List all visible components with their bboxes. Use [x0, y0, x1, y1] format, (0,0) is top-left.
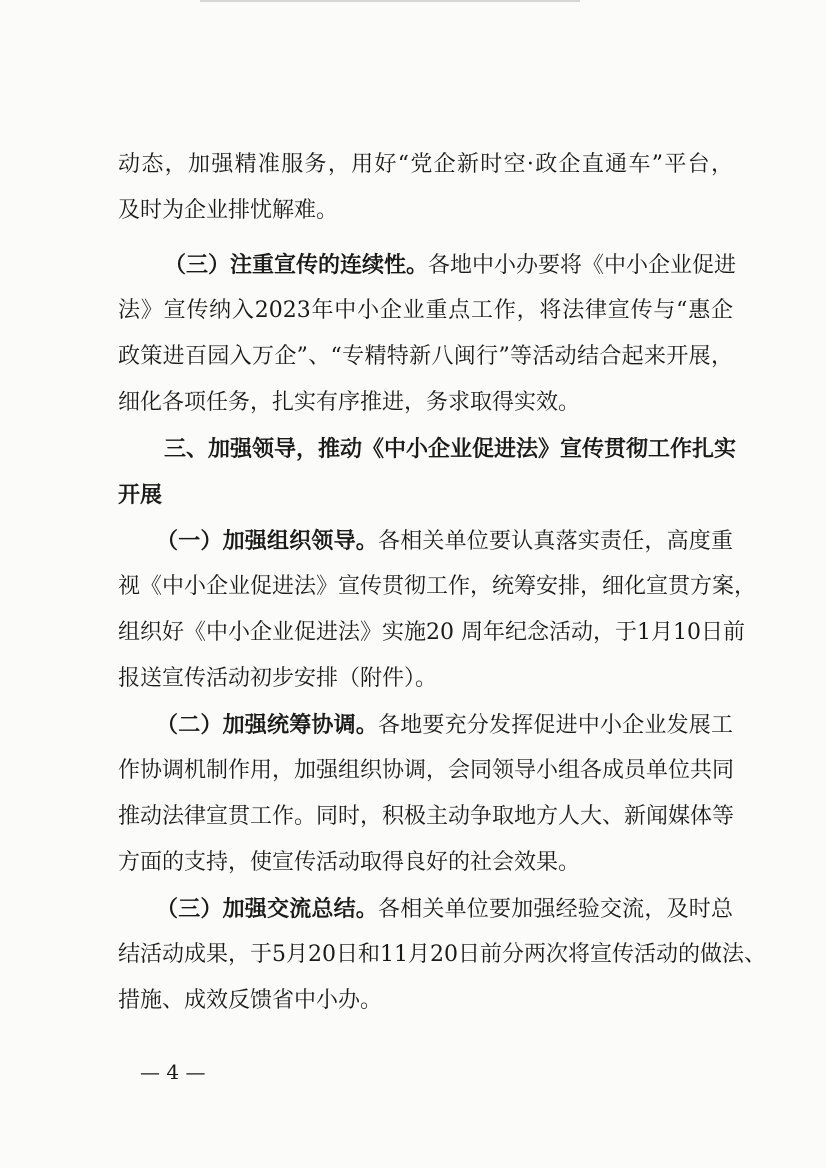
paragraph-line: 推动法律宣贯工作。同时，积极主动争取地方人大、新闻媒体等 [118, 804, 735, 829]
paragraph-line: 及时为企业排忧解难。 [118, 198, 339, 223]
page-number: — 4 — [140, 1060, 206, 1084]
paragraph-text: 各地要充分发挥促进中小企业发展工 [378, 713, 733, 738]
paragraph-line: 结活动成果，于5月20日和11月20日前分两次将宣传活动的做法、 [118, 942, 766, 967]
subsection-lead-in: （一）加强组织领导。 [156, 528, 378, 554]
paragraph-line: 措施、成效反馈省中小办。 [118, 988, 383, 1013]
paragraph-line: 细化各项任务，扎实有序推进，务求取得实效。 [118, 390, 581, 415]
paragraph-line: 作协调机制作用，加强组织协调，会同领导小组各成员单位共同 [118, 758, 735, 783]
section-heading-continuation: 开展 [118, 482, 163, 508]
paragraph-first-line [156, 710, 733, 740]
scan-edge-mark [200, 0, 580, 2]
section-heading: 三、加强领导，推动《中小企业促进法》宣传贯彻工作扎实 [164, 436, 737, 462]
subsection-lead-in: （三）加强交流总结。 [156, 896, 378, 922]
paragraph-line: 政策进百园入万企”、“专精特新八闽行”等活动结合起来开展， [118, 344, 733, 369]
paragraph-line: 方面的支持，使宣传活动取得良好的社会效果。 [118, 850, 581, 875]
paragraph-line: 组织好《中小企业促进法》实施20 周年纪念活动，于1月10日前 [118, 620, 745, 645]
paragraph-line: 视《中小企业促进法》宣传贯彻工作，统筹安排，细化宣贯方案， [118, 574, 757, 599]
section-lead-in: （三）注重宣传的连续性。 [164, 252, 429, 278]
paragraph-line: 报送宣传活动初步安排（附件）。 [118, 666, 438, 691]
paragraph-first-line [156, 526, 733, 556]
paragraph-text: 各地中小办要将《中小企业促进 [428, 253, 737, 278]
paragraph-first-line [164, 250, 737, 280]
subsection-lead-in: （二）加强统筹协调。 [156, 712, 378, 738]
paragraph-line: 法》宣传纳入2023年中小企业重点工作，将法律宣传与“惠企 [118, 298, 733, 323]
paragraph-text: 各相关单位要认真落实责任，高度重 [378, 529, 733, 554]
paragraph-text: 各相关单位要加强经验交流，及时总 [378, 897, 733, 922]
paragraph-line: 动态，加强精准服务，用好“党企新时空·政企直通车”平台， [118, 152, 733, 177]
paragraph-first-line [156, 894, 733, 924]
